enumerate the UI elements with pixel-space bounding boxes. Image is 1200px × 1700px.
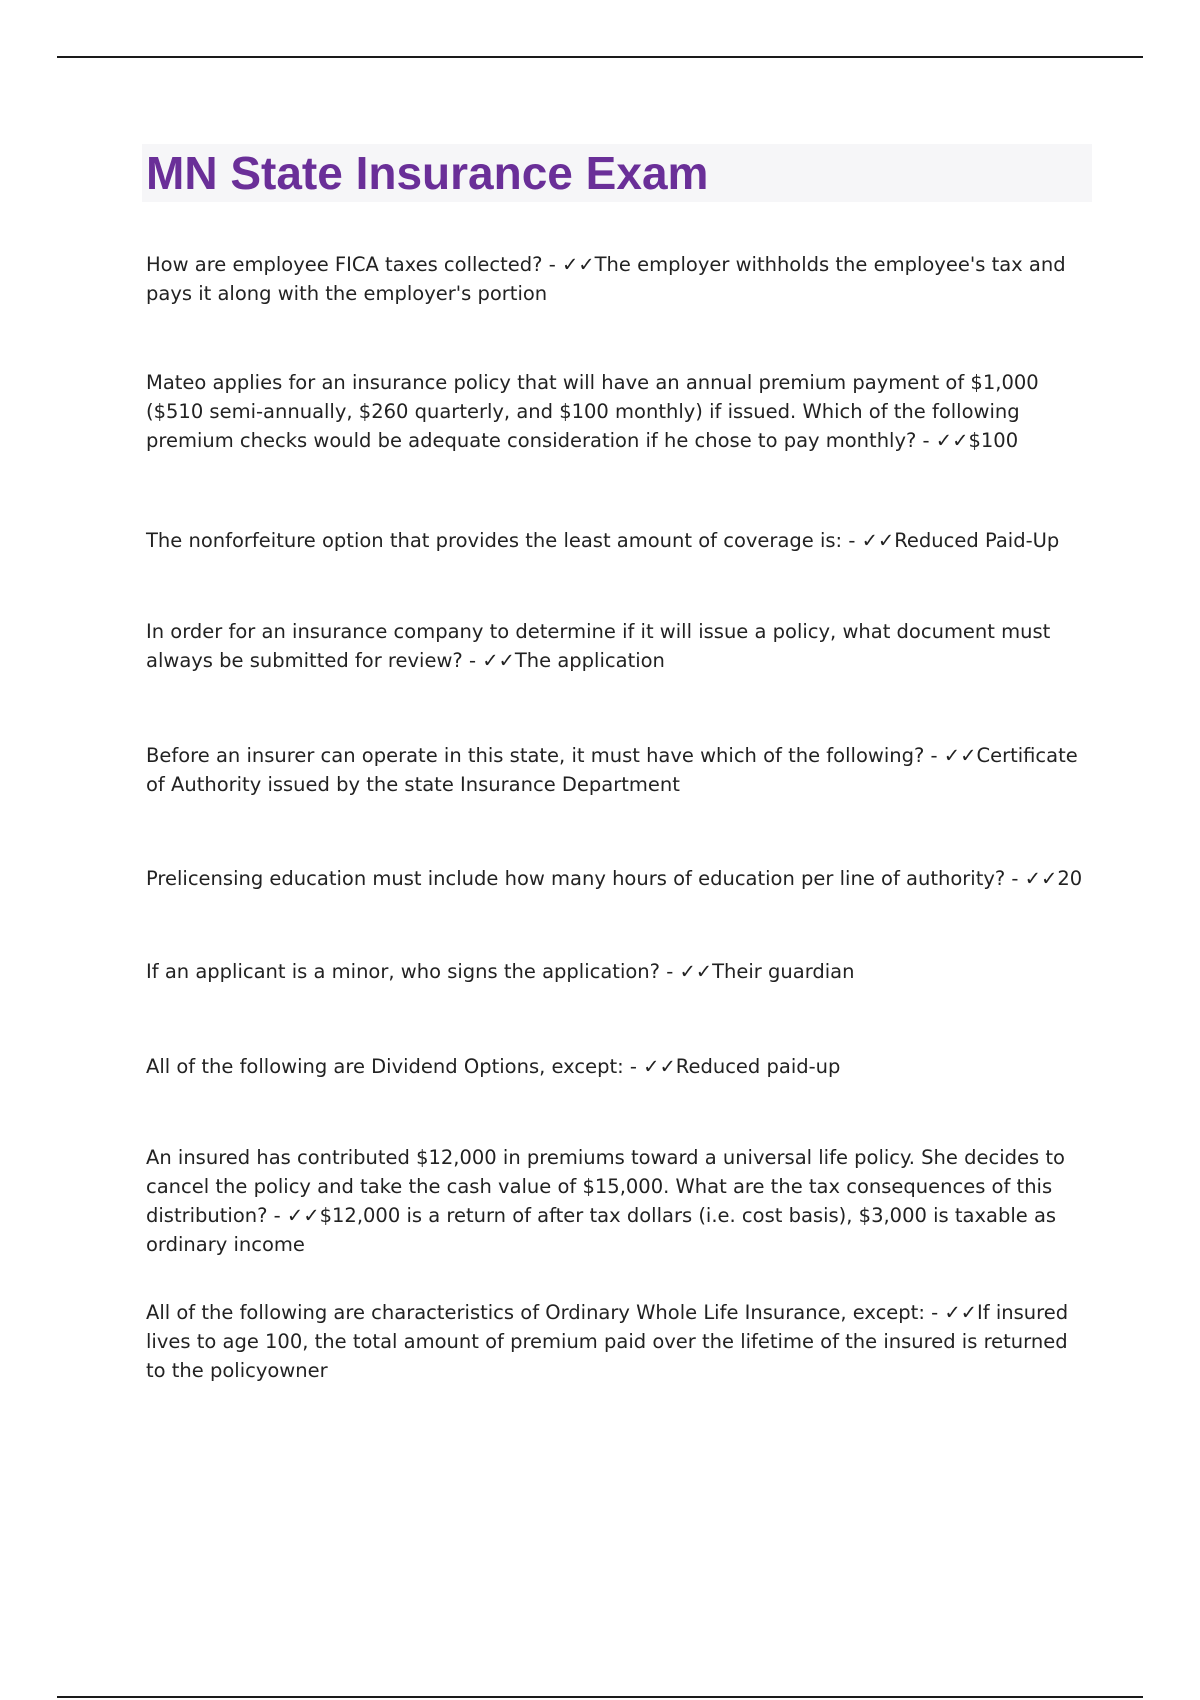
check-mark-icon: ✓✓ (943, 744, 977, 767)
answer-text: Their guardian (712, 960, 855, 983)
separator: - (267, 1204, 287, 1227)
check-mark-icon: ✓✓ (861, 529, 895, 552)
answer-text: 20 (1057, 867, 1083, 890)
check-mark-icon: ✓✓ (935, 429, 969, 452)
answer-text: $100 (968, 429, 1019, 452)
question-text: All of the following are characteristics of Ordinary Whole Life Insurance, except: (146, 1301, 925, 1324)
qa-item (146, 1298, 1091, 1385)
qa-item (146, 250, 1091, 308)
question-text: The nonforfeiture option that provides the least amount of coverage is: (146, 529, 843, 552)
check-mark-icon: ✓✓ (679, 960, 713, 983)
qa-item (146, 741, 1091, 799)
question-text: Prelicensing education must include how many hours of education per line of authority? (146, 867, 1006, 890)
question-text: An insured has contributed $12,000 in premiums toward a universal life policy. She decides to cancel the policy and take the cash value of $15,000. What are the tax consequences of this distribution? (146, 1146, 1065, 1227)
bottom-rule (57, 1696, 1143, 1698)
question-text: Mateo applies for an insurance policy that will have an annual premium payment of $1,000 ($510 semi-annually, $260 quarterly, and $100 monthly) if issued. Which of the following premium checks would be adequate consideration if he chose to pay monthly? (146, 371, 1039, 452)
answer-text: Reduced paid-up (675, 1055, 841, 1078)
separator: - (916, 429, 936, 452)
answer-text: Reduced Paid-Up (894, 529, 1060, 552)
separator: - (1005, 867, 1025, 890)
check-mark-icon: ✓✓ (561, 253, 595, 276)
answer-text: Certificate of Authority issued by the state Insurance Department (146, 744, 1078, 796)
qa-item (146, 957, 1091, 986)
separator: - (542, 253, 562, 276)
separator: - (660, 960, 680, 983)
question-text: All of the following are Dividend Options, except: (146, 1055, 624, 1078)
answer-text: The application (514, 649, 665, 672)
question-text: In order for an insurance company to determine if it will issue a policy, what document must always be submitted for review? (146, 620, 1051, 672)
qa-item (146, 1143, 1091, 1259)
separator: - (924, 1301, 945, 1324)
separator: - (842, 529, 862, 552)
check-mark-icon: ✓✓ (482, 649, 515, 672)
qa-item (146, 368, 1091, 455)
qa-item (146, 617, 1091, 675)
check-mark-icon: ✓✓ (944, 1301, 978, 1324)
separator: - (924, 744, 944, 767)
check-mark-icon: ✓✓ (1024, 867, 1058, 890)
question-text: If an applicant is a minor, who signs the application? (146, 960, 660, 983)
question-text: How are employee FICA taxes collected? (146, 253, 543, 276)
question-text: Before an insurer can operate in this state, it must have which of the following? (146, 744, 925, 767)
qa-item (146, 1052, 1091, 1081)
answer-text: If insured lives to age 100, the total amount of premium paid over the lifetime of the insured is returned to the policyowner (146, 1301, 1069, 1382)
page-title: MN State Insurance Exam (146, 147, 709, 199)
check-mark-icon: ✓✓ (286, 1204, 320, 1227)
answer-text: The employer withholds the employee's tax and pays it along with the employer's portion (146, 253, 1066, 305)
top-rule (57, 56, 1143, 58)
check-mark-icon: ✓✓ (643, 1055, 676, 1078)
qa-item (146, 864, 1091, 893)
answer-text: $12,000 is a return of after tax dollars (i.e. cost basis), $3,000 is taxable as ordinary income (146, 1204, 1057, 1256)
qa-item (146, 526, 1091, 555)
separator: - (623, 1055, 644, 1078)
separator: - (462, 649, 483, 672)
